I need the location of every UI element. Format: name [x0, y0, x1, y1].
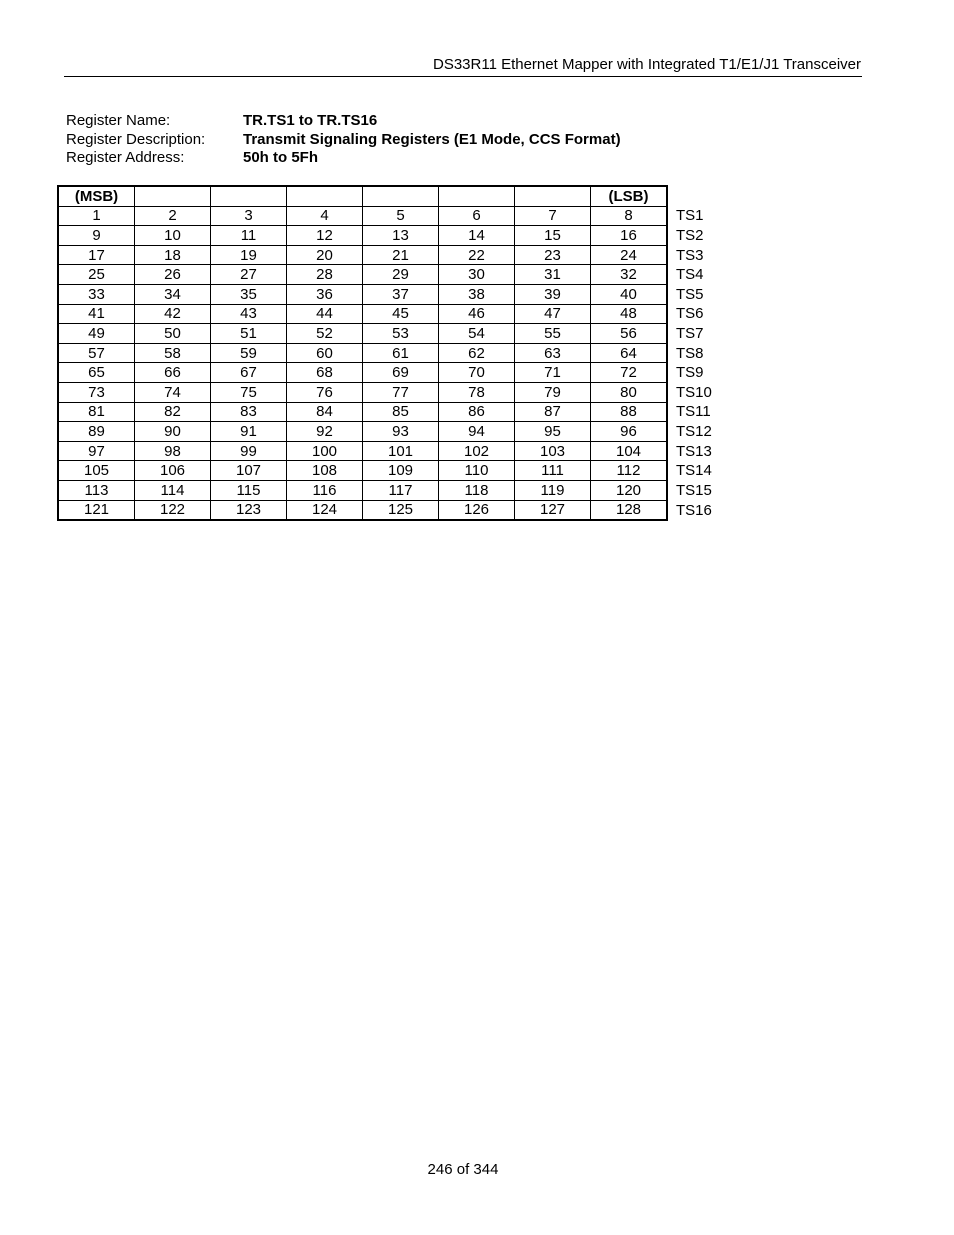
table-cell: 81: [58, 402, 135, 422]
table-cell: 61: [363, 343, 439, 363]
table-header-row: [58, 186, 727, 206]
table-row: [58, 500, 727, 520]
table-cell: 118: [439, 480, 515, 500]
table-cell: 69: [363, 363, 439, 383]
table-row: [58, 343, 727, 363]
row-register-label: TS3: [676, 246, 704, 264]
table-cell: 86: [439, 402, 515, 422]
row-register-label: TS7: [676, 324, 704, 342]
table-cell: 89: [58, 422, 135, 442]
table-cell: 113: [58, 480, 135, 500]
table-cell: 112: [591, 461, 668, 481]
table-cell: 43: [211, 304, 287, 324]
table-cell: 6: [439, 206, 515, 226]
table-row: [58, 480, 727, 500]
table-row: [58, 206, 727, 226]
table-cell: 114: [135, 480, 211, 500]
row-register-label: TS8: [676, 344, 704, 362]
table-cell: 62: [439, 343, 515, 363]
table-cell: 97: [58, 441, 135, 461]
table-cell: 5: [363, 206, 439, 226]
row-register-label: TS5: [676, 285, 704, 303]
row-register-label: TS1: [676, 207, 704, 225]
table-cell: 51: [211, 324, 287, 344]
register-description-row: [66, 131, 621, 150]
table-cell: 44: [287, 304, 363, 324]
table-header-spacer: [667, 186, 727, 206]
table-row: [58, 265, 727, 285]
table-cell: 19: [211, 245, 287, 265]
table-cell: 12: [287, 226, 363, 246]
table-cell: 120: [591, 480, 668, 500]
row-register-label: TS13: [676, 442, 712, 460]
table-cell: 77: [363, 382, 439, 402]
table-cell: 59: [211, 343, 287, 363]
register-address-row: [66, 149, 621, 168]
table-row: [58, 226, 727, 246]
table-header-cell: [287, 186, 363, 206]
row-register-label: TS16: [676, 501, 712, 519]
table-cell: 115: [211, 480, 287, 500]
register-name-label: Register Name:: [66, 112, 171, 129]
table-cell: 99: [211, 441, 287, 461]
register-address-label: Register Address:: [66, 149, 185, 166]
table-cell: 76: [287, 382, 363, 402]
table-cell: 126: [439, 500, 515, 520]
table-cell: 36: [287, 284, 363, 304]
table-cell: 63: [515, 343, 591, 363]
table-cell: 68: [287, 363, 363, 383]
table-cell: 72: [591, 363, 668, 383]
table-header-cell: (MSB): [58, 186, 135, 206]
table-cell: 8: [591, 206, 668, 226]
table-cell: 123: [211, 500, 287, 520]
table-cell: 74: [135, 382, 211, 402]
table-cell: 17: [58, 245, 135, 265]
table-cell: 107: [211, 461, 287, 481]
table-cell: 52: [287, 324, 363, 344]
table-cell: 15: [515, 226, 591, 246]
table-cell: 60: [287, 343, 363, 363]
table-cell: 105: [58, 461, 135, 481]
table-cell: 91: [211, 422, 287, 442]
table-cell: 95: [515, 422, 591, 442]
table-cell: 78: [439, 382, 515, 402]
register-address-value: 50h to 5Fh: [243, 149, 319, 166]
table-cell: 48: [591, 304, 668, 324]
header-rule: [64, 76, 862, 77]
row-register-label: TS4: [676, 266, 704, 284]
table-cell: 83: [211, 402, 287, 422]
table-cell: 37: [363, 284, 439, 304]
table-row: [58, 284, 727, 304]
register-info: [66, 112, 621, 168]
table-header-cell: [363, 186, 439, 206]
table-row: [58, 363, 727, 383]
table-cell: 39: [515, 284, 591, 304]
table-cell: 30: [439, 265, 515, 285]
table-cell: 50: [135, 324, 211, 344]
table-cell: 18: [135, 245, 211, 265]
table-cell: 71: [515, 363, 591, 383]
row-register-label: TS9: [676, 364, 704, 382]
table-cell: 29: [363, 265, 439, 285]
table-cell: 75: [211, 382, 287, 402]
table-cell: 53: [363, 324, 439, 344]
table-cell: 21: [363, 245, 439, 265]
table-cell: 32: [591, 265, 668, 285]
table-cell: 41: [58, 304, 135, 324]
row-register-label: TS6: [676, 305, 704, 323]
table-cell: 117: [363, 480, 439, 500]
table-cell: 42: [135, 304, 211, 324]
table-cell: 84: [287, 402, 363, 422]
table-cell: 124: [287, 500, 363, 520]
table-cell: 108: [287, 461, 363, 481]
bit-map-table: [57, 185, 728, 521]
table-row: [58, 324, 727, 344]
table-cell: 128: [591, 500, 668, 520]
table-cell: 102: [439, 441, 515, 461]
table-cell: 127: [515, 500, 591, 520]
table-cell: 31: [515, 265, 591, 285]
table-cell: 122: [135, 500, 211, 520]
table-cell: 20: [287, 245, 363, 265]
table-cell: 64: [591, 343, 668, 363]
table-cell: 87: [515, 402, 591, 422]
table-cell: 103: [515, 441, 591, 461]
table-cell: 79: [515, 382, 591, 402]
table-row: [58, 402, 727, 422]
table-header-cell: [135, 186, 211, 206]
table-cell: 46: [439, 304, 515, 324]
table-header-cell: [211, 186, 287, 206]
row-register-label: TS10: [676, 383, 712, 401]
table-cell: 7: [515, 206, 591, 226]
table-row: [58, 245, 727, 265]
table-cell: 27: [211, 265, 287, 285]
table-cell: 56: [591, 324, 668, 344]
table-cell: 70: [439, 363, 515, 383]
table-cell: 104: [591, 441, 668, 461]
table-cell: 57: [58, 343, 135, 363]
table-cell: 96: [591, 422, 668, 442]
table-cell: 119: [515, 480, 591, 500]
table-header-cell: [515, 186, 591, 206]
table-cell: 13: [363, 226, 439, 246]
table-cell: 33: [58, 284, 135, 304]
page-header-title: DS33R11 Ethernet Mapper with Integrated T1/E1/J1 Transceiver: [432, 56, 861, 73]
table-cell: 65: [58, 363, 135, 383]
table-cell: 22: [439, 245, 515, 265]
table-cell: 10: [135, 226, 211, 246]
table-cell: 34: [135, 284, 211, 304]
table-cell: 38: [439, 284, 515, 304]
table-cell: 73: [58, 382, 135, 402]
table-cell: 58: [135, 343, 211, 363]
table-row: [58, 461, 727, 481]
table-cell: 100: [287, 441, 363, 461]
table-cell: 11: [211, 226, 287, 246]
table-cell: 125: [363, 500, 439, 520]
table-row: [58, 441, 727, 461]
table-header-cell: (LSB): [591, 186, 668, 206]
table-cell: 55: [515, 324, 591, 344]
table-cell: 16: [591, 226, 668, 246]
table-cell: 23: [515, 245, 591, 265]
table-cell: 28: [287, 265, 363, 285]
table-cell: 98: [135, 441, 211, 461]
table-cell: 80: [591, 382, 668, 402]
table-cell: 94: [439, 422, 515, 442]
row-register-label: TS2: [676, 226, 704, 244]
table-cell: 92: [287, 422, 363, 442]
table-cell: 4: [287, 206, 363, 226]
table-cell: 109: [363, 461, 439, 481]
table-cell: 110: [439, 461, 515, 481]
table-cell: 24: [591, 245, 668, 265]
table-cell: 101: [363, 441, 439, 461]
table-row: [58, 304, 727, 324]
table-cell: 47: [515, 304, 591, 324]
table-cell: 93: [363, 422, 439, 442]
table-cell: 3: [211, 206, 287, 226]
table-cell: 40: [591, 284, 668, 304]
table-cell: 2: [135, 206, 211, 226]
table-cell: 25: [58, 265, 135, 285]
table-cell: 111: [515, 461, 591, 481]
table-row: [58, 422, 727, 442]
page-number: 246 of 344: [427, 1161, 499, 1178]
table-row: [58, 382, 727, 402]
table-cell: 49: [58, 324, 135, 344]
table-header-cell: [439, 186, 515, 206]
table-cell: 1: [58, 206, 135, 226]
row-register-label: TS14: [676, 462, 712, 480]
row-register-label: TS15: [676, 481, 712, 499]
register-name-value: TR.TS1 to TR.TS16: [243, 112, 378, 129]
register-description-value: Transmit Signaling Registers (E1 Mode, CCS Format): [243, 130, 621, 148]
table-cell: 116: [287, 480, 363, 500]
table-cell: 85: [363, 402, 439, 422]
row-register-label: TS11: [676, 403, 711, 421]
table-cell: 9: [58, 226, 135, 246]
table-cell: 45: [363, 304, 439, 324]
table-cell: 66: [135, 363, 211, 383]
register-name-row: [66, 112, 621, 131]
table-cell: 106: [135, 461, 211, 481]
row-register-label: TS12: [676, 422, 712, 440]
table-cell: 82: [135, 402, 211, 422]
table-cell: 88: [591, 402, 668, 422]
table-cell: 121: [58, 500, 135, 520]
register-description-label: Register Description:: [66, 130, 206, 148]
table-cell: 26: [135, 265, 211, 285]
table-cell: 14: [439, 226, 515, 246]
table-cell: 35: [211, 284, 287, 304]
table-cell: 67: [211, 363, 287, 383]
table-cell: 54: [439, 324, 515, 344]
table-cell: 90: [135, 422, 211, 442]
